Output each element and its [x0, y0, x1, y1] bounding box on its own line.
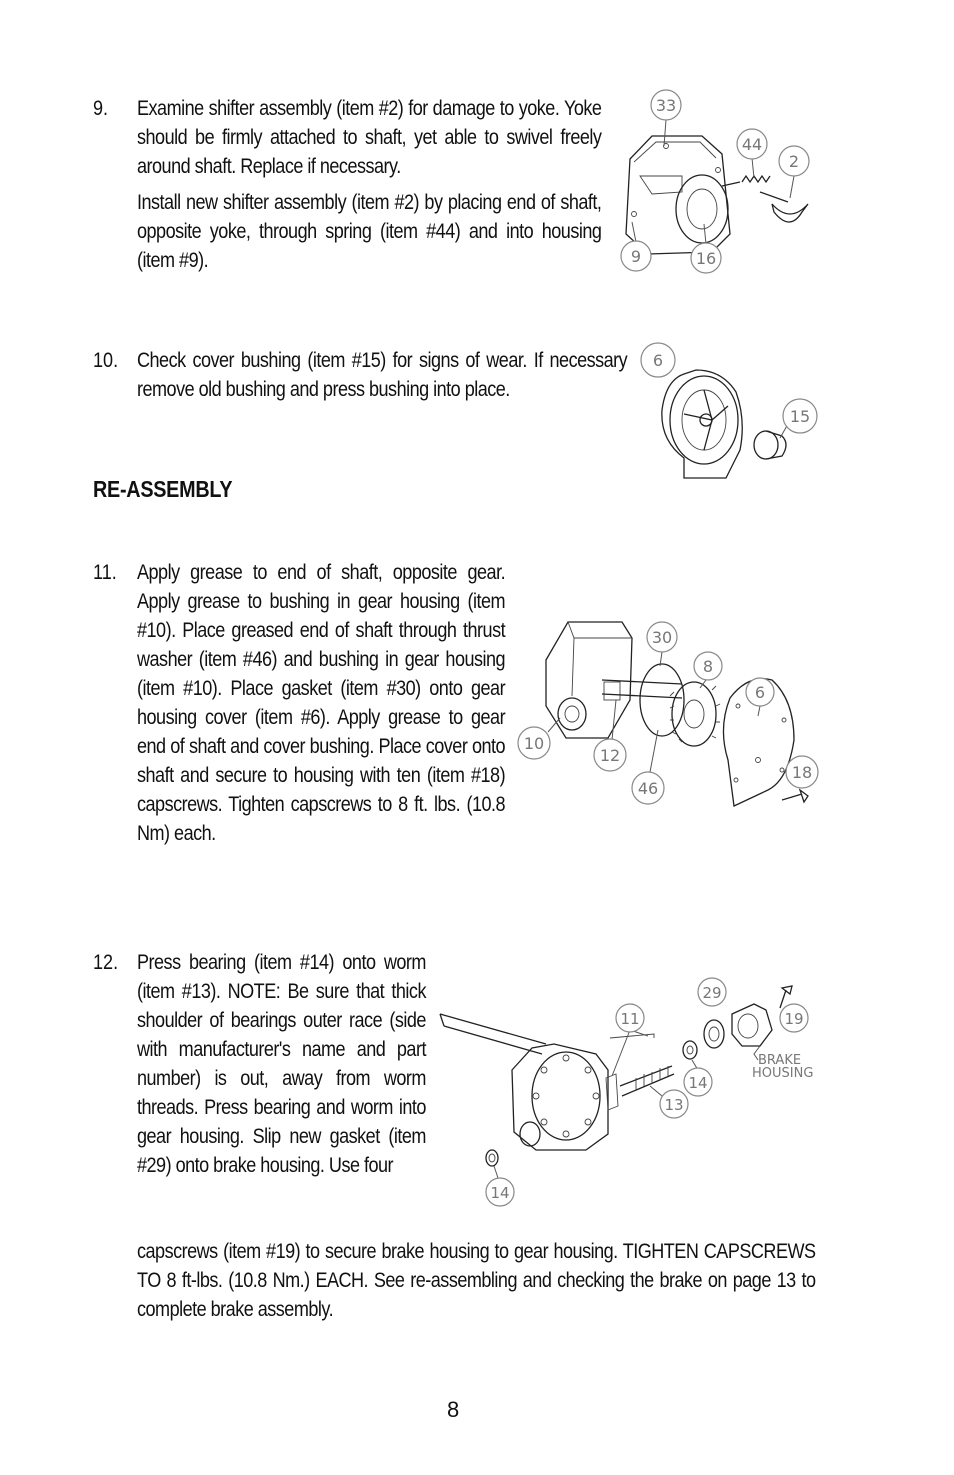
gear-housing-assembly-figure: [512, 610, 832, 825]
step-11-text: [137, 558, 505, 848]
fig4-brake-label-line2: HOUSING: [752, 1066, 814, 1081]
step-12-paragraph-2: capscrews (item #19) to secure brake housing to gear housing. TIGHTEN CAPSCREWS TO 8 ft-lbs. (10.8 Nm.) EACH. See re-assembling and checking the brake on page 13 to complete brake assembly.: [137, 1240, 816, 1321]
fig4-label-14b: 14: [490, 1184, 510, 1202]
fig3-label-12: 12: [599, 746, 621, 765]
step-12-text-wide: [137, 1237, 816, 1324]
step-11-number: 11.: [93, 561, 117, 584]
step-12-text-narrow: [137, 948, 426, 1180]
fig1-label-9: 9: [630, 247, 642, 266]
fig1-label-33: 33: [655, 96, 677, 115]
fig3-label-8: 8: [702, 657, 714, 676]
step-10-paragraph-1: Check cover bushing (item #15) for signs of wear. If necessary remove old bushing and press bushing into place.: [137, 349, 628, 401]
fig1-label-2: 2: [788, 152, 800, 171]
fig4-label-29: 29: [702, 984, 722, 1002]
step-10-number: 10.: [93, 349, 119, 372]
fig3-label-10: 10: [523, 734, 545, 753]
fig3-label-18: 18: [791, 763, 813, 782]
fig1-label-44: 44: [741, 135, 763, 154]
fig4-label-11: 11: [620, 1010, 640, 1028]
fig4-brake-label-line1: BRAKE: [758, 1053, 802, 1068]
fig4-label-14a: 14: [688, 1074, 708, 1092]
fig3-label-6: 6: [754, 683, 766, 702]
fig2-label-15: 15: [789, 407, 811, 426]
cover-bushing-figure: [636, 340, 836, 490]
step-9-paragraph-2: Install new shifter assembly (item #2) by placing end of shaft, opposite yoke, through spring (item #44) and into housing (item #9).: [137, 191, 602, 272]
step-9-paragraph-1: Examine shifter assembly (item #2) for damage to yoke. Yoke should be firmly attached to shaft, yet able to swivel freely around shaft. Replace if necessary.: [137, 97, 602, 178]
fig3-label-46: 46: [637, 779, 659, 798]
page-number: 8: [447, 1397, 460, 1422]
step-10-text: [137, 346, 627, 404]
fig2-label-6: 6: [652, 351, 664, 370]
step-12-number: 12.: [93, 951, 119, 974]
step-12-paragraph-1: Press bearing (item #14) onto worm (item #13). NOTE: Be sure that thick shoulder of bearings outer race (side with manufacturer's name and part number) is out, away from worm threads. Press bearing and worm into gear housing. Slip new gasket (item #29) onto brake housing. Use four: [137, 951, 426, 1177]
fig1-label-16: 16: [695, 249, 717, 268]
fig4-label-19: 19: [784, 1010, 804, 1028]
fig3-label-30: 30: [651, 628, 673, 647]
worm-brake-housing-figure: [436, 974, 826, 1210]
section-heading: RE-ASSEMBLY: [93, 476, 233, 502]
step-9-number: 9.: [93, 97, 109, 120]
shifter-assembly-figure: [612, 84, 832, 284]
step-9-text: [137, 94, 601, 275]
fig4-label-13: 13: [664, 1096, 684, 1114]
step-11-paragraph-1: Apply grease to end of shaft, opposite gear. Apply grease to bushing in gear housing (item #10). Place greased end of shaft through thrust washer (item #46) and bushing in gear housing (item #10). Place gasket (item #30) onto gear housing cover (item #6). Apply grease to gear end of shaft and cover bushing. Place cover onto shaft and secure to housing with ten (item #18) capscrews. Tighten capscrews to 8 ft. lbs. (10.8 Nm) each.: [137, 561, 506, 845]
